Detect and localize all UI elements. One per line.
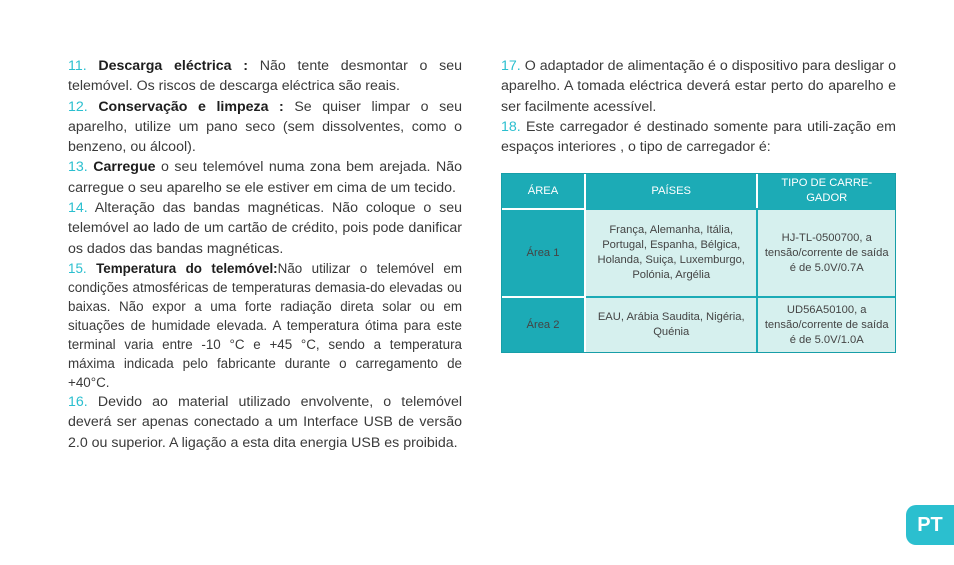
item-number: 15. xyxy=(68,260,87,276)
column-header-countries: PAÍSES xyxy=(586,174,758,208)
language-badge: PT xyxy=(906,505,954,545)
item-text: Alteração das bandas magnéticas. Não coloque o seu telemóvel ao lado de um cartão de crédito, pois pode danificar os dados das bandas magnéticas. xyxy=(68,200,462,257)
item-12-cleaning xyxy=(68,97,462,158)
area-cell: Área 2 xyxy=(502,296,586,352)
item-16-usb xyxy=(68,392,462,453)
item-11-electric-shock xyxy=(68,56,462,97)
item-18-charger xyxy=(501,117,896,158)
charger-cell: UD56A50100, a tensão/corrente de saída é de 5.0V/1.0A xyxy=(758,296,895,352)
table-header-row xyxy=(502,174,895,208)
item-text: Não tente desmontar o seu telemóvel. Os riscos de descarga eléctrica são reais. xyxy=(68,58,462,95)
column-header-charger-type: TIPO DE CARRE-GADOR xyxy=(758,174,895,208)
charger-cell: HJ-TL-0500700, a tensão/corrente de saída é de 5.0V/0.7A xyxy=(758,208,895,296)
item-text: Devido ao material utilizado envolvente, o telemóvel deverá ser apenas conectado a um Interface USB de versão 2.0 ou superior. A ligação a esta dita energia USB es proibida. xyxy=(68,393,462,451)
item-13-charging xyxy=(68,157,462,198)
item-14-magnetic-bands xyxy=(68,198,462,259)
item-text: Este carregador é destinado somente para utili-zação em espaços interiores , o tipo de carregador é: xyxy=(501,118,896,156)
item-title: Carregue xyxy=(93,159,156,176)
item-text: o seu telemóvel numa zona bem arejada. Não carregue o seu aparelho se ele estiver em cima de um tecido. xyxy=(68,159,462,196)
item-number: 16. xyxy=(68,393,88,410)
left-column xyxy=(68,56,462,453)
table-row xyxy=(502,208,895,296)
item-number: 17. xyxy=(501,58,521,74)
right-column xyxy=(501,56,896,157)
item-text: Não utilizar o telemóvel em condições atmosféricas de temperaturas demasia-do elevadas ou baixas. Não expor a uma forte radiação direta solar ou em situações de humidade elevada. A temperatura ótima para este terminal varia entre -10 °C e +45 °C, sendo a temperatura máxima indicada pelo fabricante durante o carregamento de +40°C. xyxy=(68,260,463,390)
item-17-power-adapter xyxy=(501,56,896,117)
countries-cell: França, Alemanha, Itália, Portugal, Espanha, Bélgica, Holanda, Suiça, Luxemburgo, Polónia, Argélia xyxy=(586,208,758,296)
charger-table xyxy=(501,173,896,353)
table-row xyxy=(502,296,895,352)
column-header-area: ÁREA xyxy=(502,174,586,208)
countries-cell: EAU, Arábia Saudita, Nigéria, Quénia xyxy=(586,296,758,352)
item-number: 11. xyxy=(68,58,87,74)
item-title: Descarga eléctrica : xyxy=(98,58,249,74)
area-cell: Área 1 xyxy=(502,208,586,296)
item-number: 13. xyxy=(68,159,88,176)
item-text: Se quiser limpar o seu aparelho, utilize um pano seco (sem dissolventes, como o benzeno, ou álcool). xyxy=(68,98,462,156)
item-number: 12. xyxy=(68,98,88,115)
item-title: Conservação e limpeza : xyxy=(98,98,284,115)
item-title: Temperatura do telemóvel: xyxy=(96,260,278,276)
item-number: 18. xyxy=(501,118,521,135)
item-15-temperature xyxy=(68,259,462,392)
item-text: O adaptador de alimentação é o dispositivo para desligar o aparelho. A tomada eléctrica deverá estar perto do aparelho e ser facilmente acessível. xyxy=(501,58,896,115)
item-number: 14. xyxy=(68,200,88,217)
